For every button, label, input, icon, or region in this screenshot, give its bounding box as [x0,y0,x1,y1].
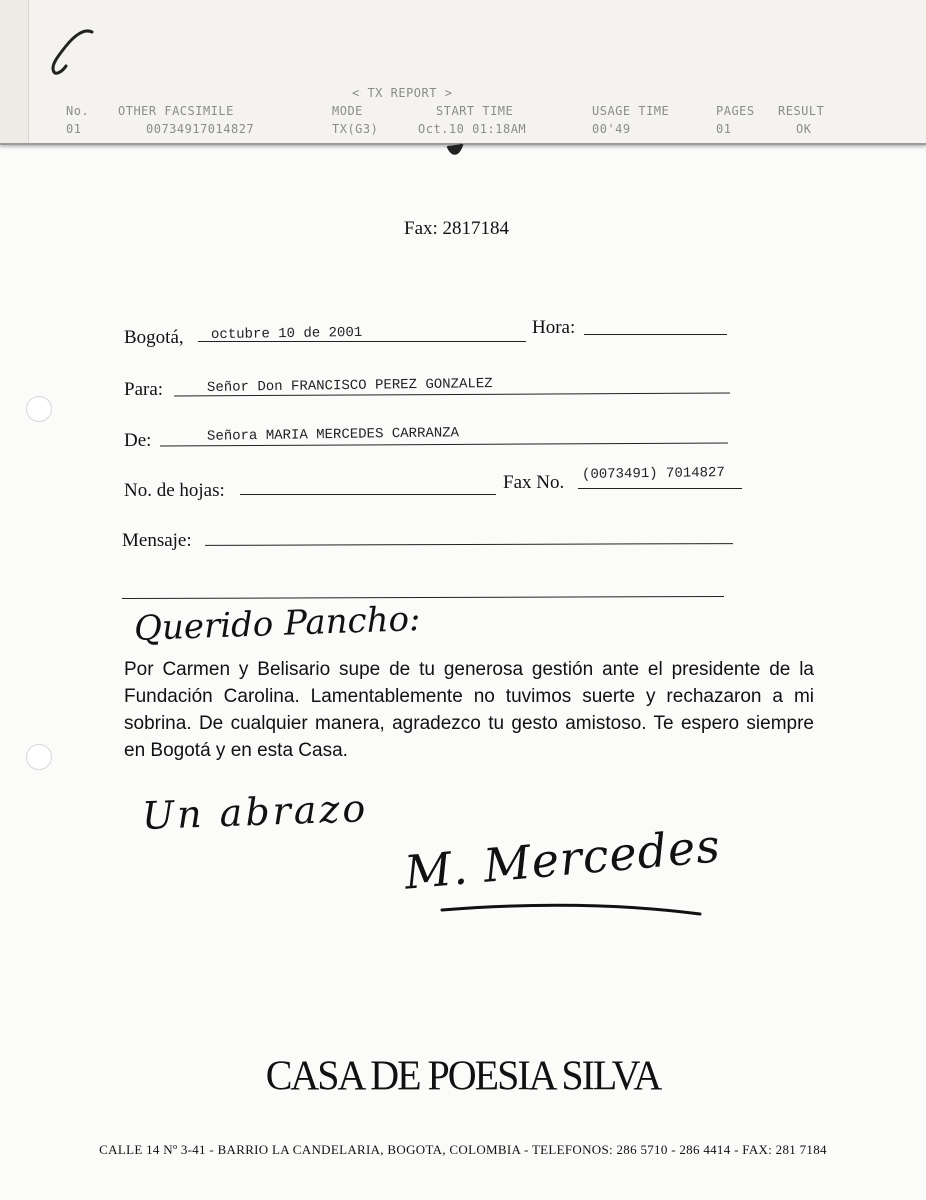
signature-underline [438,898,704,922]
handwritten-greeting: Querido Pancho: [133,599,422,649]
hojas-label: No. de hojas: [124,480,225,501]
de-value: Señora MARIA MERCEDES CARRANZA [206,425,460,445]
faxno-value: (0073491) 7014827 [581,465,725,483]
letterhead-logo: CASA DE POESIA SILVA [265,1051,661,1100]
faxno-label: Fax No. [503,472,565,493]
fax-number-header: Fax: 2817184 [404,218,510,239]
punch-hole [26,396,52,422]
tx-report-strip [0,0,926,145]
hora-line [584,334,727,335]
mensaje-line-2 [122,596,724,599]
tx-report-title: < TX REPORT > [352,86,453,100]
tx-row-result: OK [796,122,812,136]
tx-row-mode: TX(G3) [332,122,379,136]
paper-clip-icon [40,22,100,82]
ink-mark [446,140,466,158]
de-label: De: [124,430,152,451]
tx-header-start-time: START TIME [436,104,514,118]
tx-header-usage-time: USAGE TIME [592,104,670,118]
tx-header-result: RESULT [778,104,825,118]
date-value: octubre 10 de 2001 [210,324,363,344]
handwritten-signature: M. Mercedes [402,818,723,900]
punch-hole [26,744,52,770]
para-label: Para: [124,379,164,400]
tx-header-mode: MODE [332,104,363,118]
letterhead-address: CALLE 14 Nº 3-41 - BARRIO LA CANDELARIA, BOGOTA, COLOMBIA - TELEFONOS: 286 5710 - 286 4414 - FAX: 281 7184 [99,1142,827,1157]
hora-label: Hora: [532,317,576,338]
tx-row-usage-time: 00'49 [592,122,631,136]
city-label: Bogotá, [124,327,184,348]
message-text: Por Carmen y Belisario supe de tu generosa gestión ante el presidente de la Fundación Carolina. Lamentablemente no tuvimos suerte y rechazaron a mi sobrina. De cualquier manera, agradezco tu gesto amistoso. Te espero siempre en Bogotá y en esta Casa. [124,659,814,761]
tx-row-other-facsimile: 00734917014827 [146,122,255,136]
tx-header-pages: PAGES [716,104,755,118]
para-value: Señor Don FRANCISCO PEREZ GONZALEZ [206,376,493,396]
tx-row-pages: 01 [716,122,732,136]
tx-header-other-facsimile: OTHER FACSIMILE [118,104,234,118]
strip-fold [0,0,29,143]
hojas-line [240,494,496,495]
mensaje-label: Mensaje: [122,530,192,551]
tx-row-start-time: Oct.10 01:18AM [418,122,527,136]
tx-header-no: No. [66,104,90,118]
handwritten-closing: Un abrazo [141,786,369,838]
mensaje-line [205,543,733,546]
message-body [124,656,814,764]
faxno-line [578,488,742,489]
tx-row-no: 01 [66,122,82,136]
